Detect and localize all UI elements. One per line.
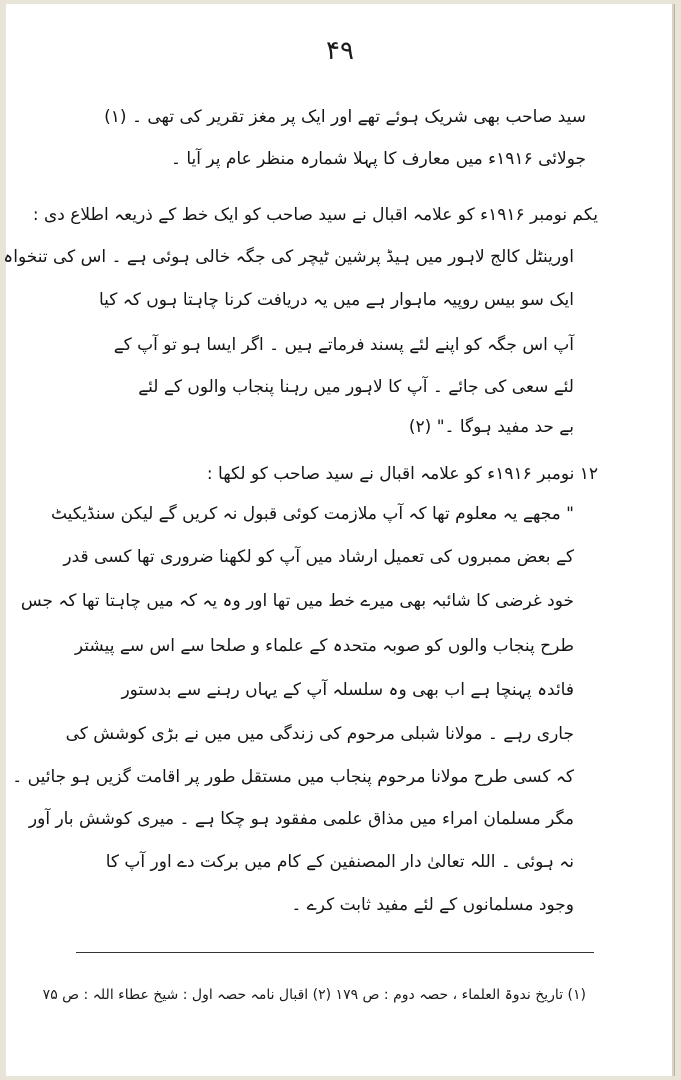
text-line: سید صاحب بھی شریک ہوئے تھے اور ایک پر مغز تقریر کی تھی ۔ (۱) [104, 107, 586, 127]
quote-line: آپ اس جگہ کو اپنے لئے پسند فرماتے ہیں ۔ اگر ایسا ہو تو آپ کے [113, 335, 574, 355]
quote-line: " مجھے یہ معلوم تھا کہ آپ ملازمت کوئی قبول نہ کریں گے لیکن سنڈیکیٹ [50, 504, 574, 524]
document-page [3, 4, 675, 1076]
quote-line: نہ ہوئی ۔ اللہ تعالیٰ دار المصنفین کے کام میں برکت دے اور آپ کا [105, 852, 574, 872]
text-line: ۱۲ نومبر ۱۹۱۶ء کو علامہ اقبال نے سید صاحب کو لکھا : [206, 464, 598, 484]
quote-line: جاری رہے ۔ مولانا شبلی مرحوم کی زندگی میں میں نے بڑی کوشش کی [65, 724, 574, 744]
quote-line: فائدہ پہنچا ہے اب بھی وہ سلسلہ آپ کے یہاں رہنے سے بدستور [121, 680, 574, 700]
quote-line: ایک سو بیس روپیہ ماہوار ہے میں یہ دریافت کرنا چاہتا ہوں کہ کیا [98, 290, 574, 310]
quote-line: طرح پنجاب والوں کو صوبہ متحدہ کے علماء و صلحا سے اس سے پیشتر [74, 636, 574, 656]
quote-line: وجود مسلمانوں کے لئے مفید ثابت کرے ۔ [291, 895, 574, 915]
quote-line: خود غرضی کا شائبہ بھی میرے خط میں تھا اور وہ یہ کہ میں چاہتا تھا کہ جس [20, 591, 574, 611]
quote-line: کے بعض ممبروں کی تعمیل ارشاد میں آپ کو لکھنا ضروری تھا کسی قدر [63, 547, 574, 567]
footnote: (۱) تاریخ ندوۃ العلماء ، حصہ دوم : ص ۱۷۹ (۲) اقبال نامہ حصہ اول : شیخ عطاء اللہ : ص ۷۵ [42, 987, 586, 1003]
quote-line: بے حد مفید ہوگا ۔" (۲) [408, 417, 574, 437]
text-line: جولائی ۱۹۱۶ء میں معارف کا پہلا شمارہ منظر عام پر آیا ۔ [170, 149, 586, 169]
quote-line: لئے سعی کی جائے ۔ آپ کا لاہور میں رہنا پنجاب والوں کے لئے [138, 377, 574, 397]
quote-line: اورینٹل کالج لاہور میں ہیڈ پرشین ٹیچر کی جگہ خالی ہوئی ہے ۔ اس کی تنخواہ [3, 247, 574, 267]
quote-line: کہ کسی طرح مولانا مرحوم پنجاب میں مستقل طور پر اقامت گزیں ہو جائیں ۔ [12, 767, 574, 787]
text-line: یکم نومبر ۱۹۱۶ء کو علامہ اقبال نے سید صاحب کو ایک خط کے ذریعہ اطلاع دی : [32, 205, 598, 225]
page-number: ۴۹ [326, 36, 354, 66]
footnote-divider [76, 952, 594, 953]
quote-line: مگر مسلمان امراء میں مذاق علمی مفقود ہو چکا ہے ۔ میری کوشش بار آور [28, 809, 574, 829]
